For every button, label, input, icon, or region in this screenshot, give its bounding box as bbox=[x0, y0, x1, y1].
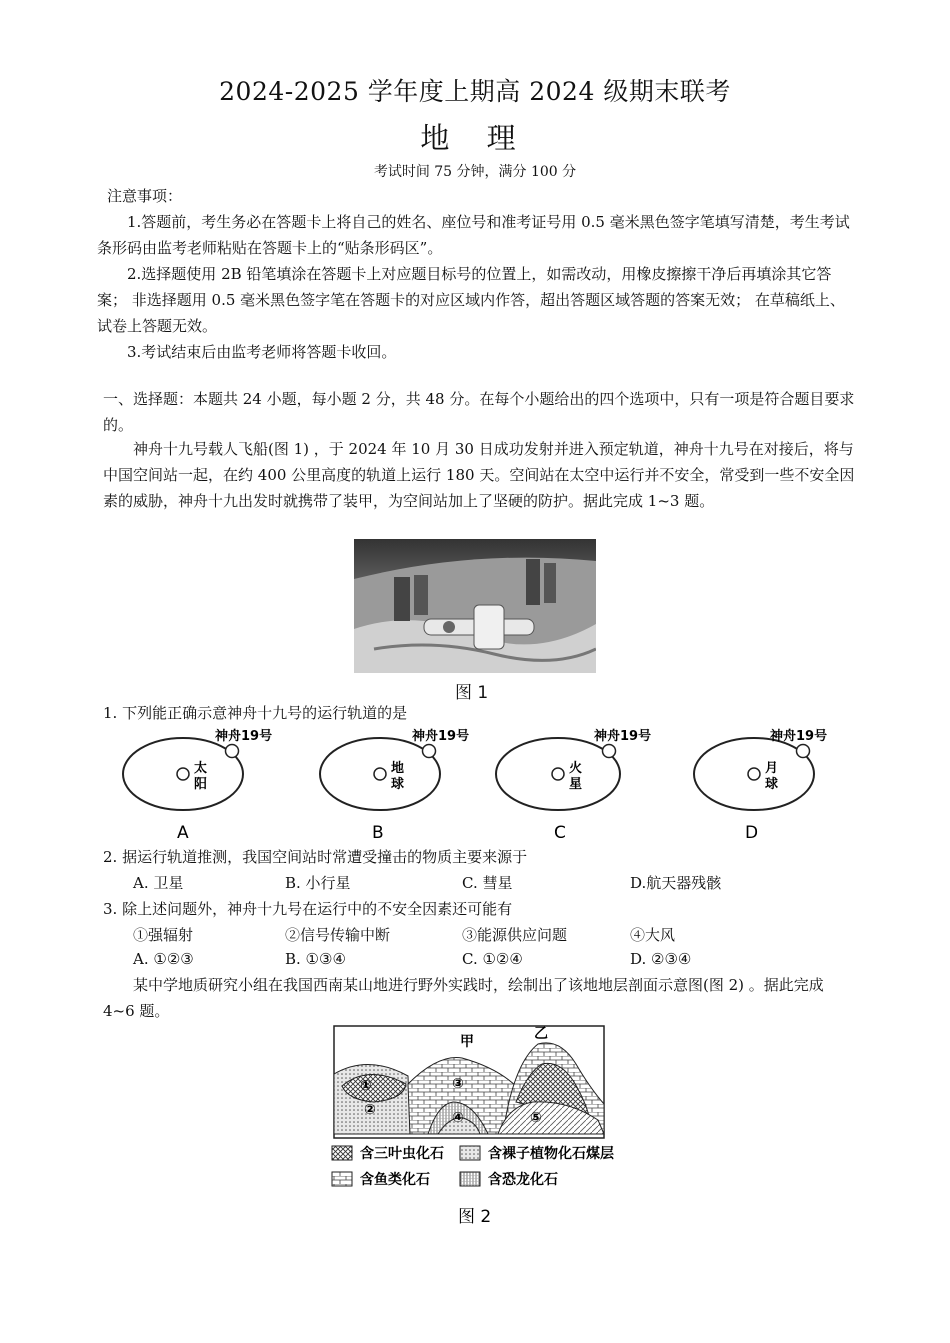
orbit-b-craft: 神舟19号 bbox=[412, 729, 470, 744]
section-1 bbox=[103, 386, 858, 438]
orbit-d-craft: 神舟19号 bbox=[770, 729, 828, 744]
q2-option-a: A. 卫星 bbox=[133, 874, 184, 892]
orbit-c-craft: 神舟19号 bbox=[594, 729, 652, 744]
q3-option-c: C. ①②④ bbox=[462, 950, 523, 968]
fig2-layer-5: ⑤ bbox=[530, 1110, 542, 1126]
figure-2-caption: 图 2 bbox=[458, 1207, 492, 1227]
orbit-d-body-2: 球 bbox=[765, 777, 779, 792]
notes-block bbox=[97, 183, 857, 365]
q3-item-4: ④大风 bbox=[630, 926, 676, 944]
q2-option-b: B. 小行星 bbox=[285, 874, 351, 892]
q3-item-1: ①强辐射 bbox=[133, 926, 194, 944]
q3-option-b: B. ①③④ bbox=[285, 950, 346, 968]
note-item-3: 3.考试结束后由监考老师将答题卡收回。 bbox=[127, 343, 397, 361]
fig2-layer-2: ② bbox=[364, 1102, 376, 1118]
figure-1-caption: 图 1 bbox=[455, 683, 489, 703]
q2-option-d: D.航天器残骸 bbox=[630, 874, 722, 892]
fig2-layer-3: ③ bbox=[452, 1076, 464, 1092]
legend-gymnosperm: 含裸子植物化石煤层 bbox=[488, 1146, 614, 1162]
figure-2-diagram bbox=[328, 1024, 628, 1229]
orbit-b-body-2: 球 bbox=[391, 777, 405, 792]
notes-heading: 注意事项： bbox=[107, 187, 183, 205]
question-2: 2. 据运行轨道推测，我国空间站时常遭受撞击的物质主要来源于 bbox=[103, 848, 528, 866]
q3-option-d: D. ②③④ bbox=[630, 950, 692, 968]
q3-item-3: ③能源供应问题 bbox=[462, 926, 568, 944]
q3-item-2: ②信号传输中断 bbox=[285, 926, 391, 944]
question-1: 1. 下列能正确示意神舟十九号的运行轨道的是 bbox=[103, 704, 408, 722]
orbit-b-body-1: 地 bbox=[391, 761, 405, 776]
note-item-2: 2.选择题使用 2B 铅笔填涂在答题卡上对应题目标号的位置上，如需改动，用橡皮擦擦干净后再填涂其它答案； 非选择题用 0.5 毫米黑色签字笔在答题卡的对应区域内作答，超出答题区域答题的答案无效； 在草稿纸上、试卷上答题无效。 bbox=[97, 265, 845, 335]
fig2-layer-4: ④ bbox=[452, 1110, 464, 1126]
fig2-label-yi: 乙 bbox=[534, 1026, 548, 1042]
legend-dinosaur: 含恐龙化石 bbox=[488, 1172, 558, 1188]
subject-title: 地 理 bbox=[420, 121, 530, 155]
orbit-a-craft: 神舟19号 bbox=[215, 729, 273, 744]
orbit-option-c bbox=[496, 728, 651, 843]
orbit-c-body-2: 星 bbox=[569, 777, 583, 792]
q3-option-a: A. ①②③ bbox=[133, 950, 194, 968]
exam-time: 考试时间 75 分钟，满分 100 分 bbox=[373, 164, 577, 180]
orbit-a-body-2: 阳 bbox=[194, 777, 208, 792]
orbit-a-letter: A bbox=[177, 823, 189, 843]
orbit-b-letter: B bbox=[372, 823, 384, 843]
legend-trilobite: 含三叶虫化石 bbox=[360, 1146, 444, 1162]
q2-option-c: C. 彗星 bbox=[462, 874, 513, 892]
note-item-1: 1.答题前，考生务必在答题卡上将自己的姓名、座位号和准考证号用 0.5 毫米黑色签字笔填写清楚，考生考试条形码由监考老师粘贴在答题卡上的“贴条形码区”。 bbox=[97, 213, 850, 257]
legend-fish: 含鱼类化石 bbox=[360, 1172, 430, 1188]
question-3: 3. 除上述问题外，神舟十九号在运行中的不安全因素还可能有 bbox=[103, 900, 513, 918]
space-station-image bbox=[354, 539, 596, 673]
orbit-d-body-1: 月 bbox=[765, 761, 779, 776]
section-1-heading: 一、选择题：本题共 24 小题，每小题 2 分，共 48 分。在每个小题给出的四个选项中，只有一项是符合题目要求的。 bbox=[103, 390, 855, 434]
orbit-c-body-1: 火 bbox=[569, 761, 583, 776]
orbit-diagrams bbox=[115, 726, 835, 844]
passage-1: 神舟十九号载人飞船(图 1) ，于 2024 年 10 月 30 日成功发射并进入预定轨道，神舟十九号在对接后，将与中国空间站一起，在约 400 公里高度的轨道上运行 180 天。空间站在太空中运行并不安全，常受到一些不安全因素的威胁，神舟十九出发时就携带了装甲，为空间站加上了坚硬的防护。据此完成 1~3 题。 bbox=[103, 440, 855, 510]
fig2-layer-1: ① bbox=[360, 1078, 372, 1094]
orbit-option-a bbox=[123, 728, 272, 843]
orbit-c-letter: C bbox=[554, 823, 566, 843]
exam-title: 2024-2025 学年度上期高 2024 级期末联考 bbox=[219, 77, 731, 106]
passage-2: 某中学地质研究小组在我国西南某山地进行野外实践时，绘制出了该地地层剖面示意图(图 2) 。据此完成 4~6 题。 bbox=[103, 976, 824, 1020]
orbit-a-body-1: 太 bbox=[194, 761, 208, 776]
fig2-label-jia: 甲 bbox=[460, 1034, 474, 1050]
orbit-option-b bbox=[320, 728, 469, 843]
figure-1-photo bbox=[354, 539, 596, 673]
orbit-d-letter: D bbox=[745, 823, 759, 843]
orbit-option-d bbox=[694, 728, 827, 843]
